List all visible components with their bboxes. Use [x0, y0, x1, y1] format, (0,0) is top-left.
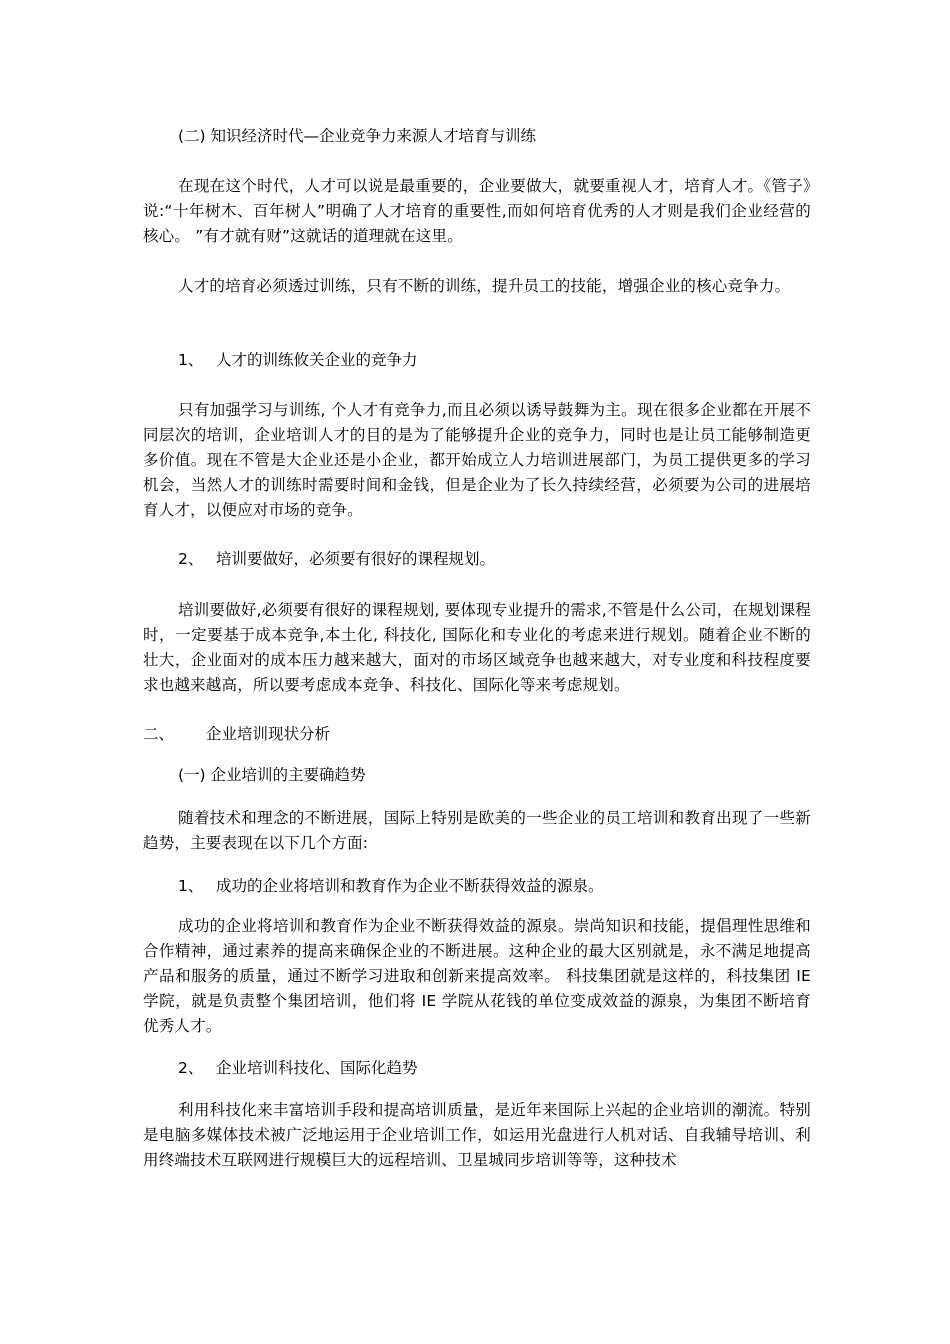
list-item-heading [143, 874, 846, 899]
chapter-title: 企业培训现状分析 [206, 725, 331, 743]
list-item-text: 成功的企业将培训和教育作为企业不断获得效益的源泉。 [216, 877, 604, 895]
list-item-text: 人才的训练攸关企业的竞争力 [216, 351, 418, 369]
list-item-heading [143, 1056, 846, 1081]
list-item-text: 企业培训科技化、国际化趋势 [216, 1059, 418, 1077]
list-number: 1、 [178, 877, 204, 895]
paragraph: 人才的培育必须透过训练，只有不断的训练，提升员工的技能，增强企业的核心竞争力。 [178, 277, 791, 295]
chapter-number: 二、 [143, 725, 175, 743]
list-item-heading [143, 348, 846, 373]
section-heading: (二) 知识经济时代—企业竞争力来源人才培育与训练 [178, 127, 537, 145]
list-number: 1、 [178, 351, 204, 369]
paragraph: 随着技术和理念的不断进展，国际上特别是欧美的一些企业的员工培训和教育出现了一些新趋势，主要表现在以下几个方面: [143, 809, 811, 852]
paragraph: 培训要做好,必须要有很好的课程规划, 要体现专业提升的需求,不管是什么公司，在规划课程时，一定要基于成本竞争,本土化, 科技化, 国际化和专业化的考虑来进行规划。随着企业不断的壮大，企业面对的成本压力越来越大，面对的市场区域竞争也越来越大，对专业度和科技程度要求也越来越高，所以要考虑成本竞争、科技化、国际化等来考虑规划。 [143, 601, 811, 694]
paragraph: 在现在这个时代，人才可以说是最重要的，企业要做大，就要重视人才，培育人才。《管子》说:“十年树木、百年树人”明确了人才培育的重要性,而如何培育优秀的人才则是我们企业经营的核心。 ”有才就有财”这就话的道理就在这里。 [143, 177, 811, 245]
list-item-heading [143, 547, 846, 572]
list-item-text: 培训要做好，必须要有很好的课程规划。 [216, 550, 496, 568]
paragraph: 成功的企业将培训和教育作为企业不断获得效益的源泉。崇尚知识和技能，提倡理性思维和合作精神，通过素养的提高来确保企业的不断进展。这种企业的最大区别就是，永不满足地提高产品和服务的质量，通过不断学习进取和创新来提高效率。 科技集团就是这样的，科技集团 IE 学院，就是负责整个集团培训，他们将 IE 学院从花钱的单位变成效益的源泉，为集团不断培育优秀人才。 [143, 917, 811, 1035]
paragraph: 只有加强学习与训练, 个人才有竞争力,而且必须以诱导鼓舞为主。现在很多企业都在开展不同层次的培训，企业培训人才的目的是为了能够提升企业的竞争力，同时也是让员工能够制造更多价值。现在不管是大企业还是小企业，都开始成立人力培训进展部门，为员工提供更多的学习机会，当然人才的训练时需要时间和金钱，但是企业为了长久持续经营，必须要为公司的进展培育人才，以便应对市场的竞争。 [143, 401, 811, 519]
chapter-heading [143, 722, 811, 747]
list-number: 2、 [178, 1059, 204, 1077]
subsection-heading: (一) 企业培训的主要确趋势 [178, 766, 366, 784]
list-number: 2、 [178, 550, 204, 568]
paragraph: 利用科技化来丰富培训手段和提高培训质量，是近年来国际上兴起的企业培训的潮流。特别是电脑多媒体技术被广泛地运用于企业培训工作，如运用光盘进行人机对话、自我辅导培训、利用终端技术互联网进行规模巨大的远程培训、卫星城同步培训等等，这种技术 [143, 1101, 811, 1169]
